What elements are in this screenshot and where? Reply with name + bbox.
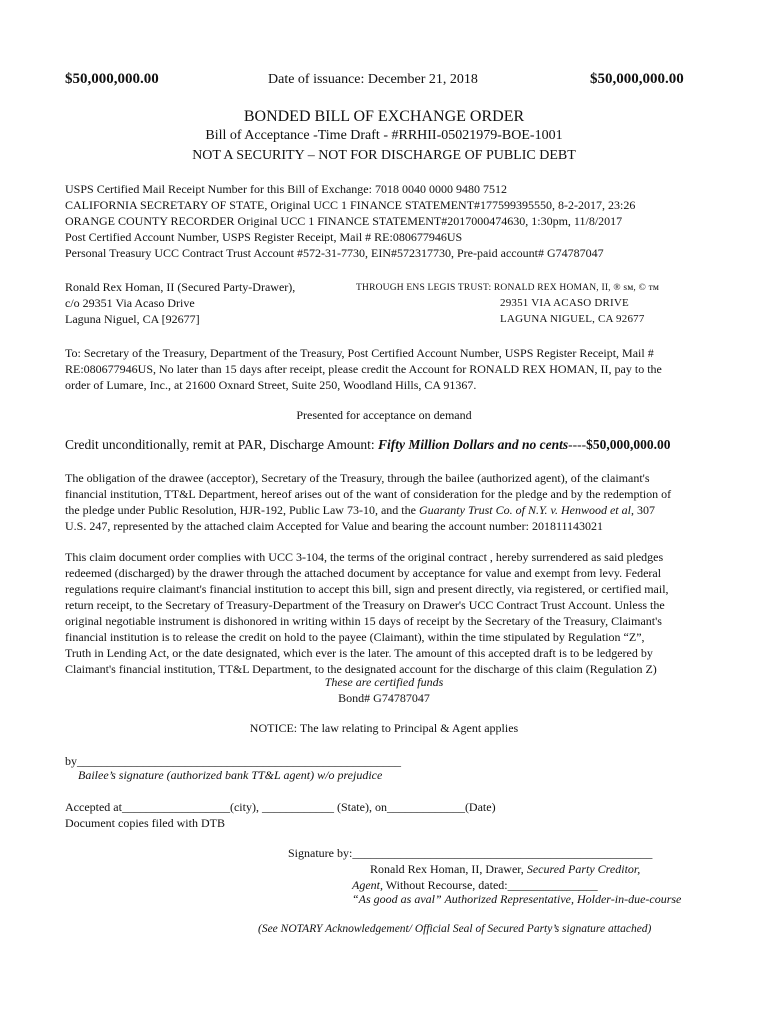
credit-line <box>65 437 671 453</box>
notice-line: NOTICE: The law relating to Principal & Agent applies <box>249 721 519 735</box>
obligation-line: The obligation of the drawee (acceptor), Secretary of the Treasury, through the bailee (authorized agent), of the claimant's <box>65 471 650 485</box>
credit-prefix: Credit unconditionally, remit at PAR, Discharge Amount: <box>65 437 378 452</box>
claim-line: return receipt, to the Secretary of Treasury-Department of the Treasury on Drawer's UCC Contract Trust Account. Unless the <box>65 598 665 612</box>
bond-number: Bond# G74787047 <box>338 691 430 705</box>
claim-line: redeemed (discharged) by the drawer through the attached document by acceptance for value and exempt from levy. Federal <box>65 566 662 580</box>
claim-line: regulations require claimant's financial institution to accept this bill, sign and present directly, via registered, or certified mail, <box>65 582 669 596</box>
credit-dashes: ---- <box>568 437 587 452</box>
record-line: Personal Treasury UCC Contract Trust Account #572-31-7730, EIN#572317730, Pre-paid account# G74787047 <box>65 246 604 260</box>
bill-subtitle: Bill of Acceptance -Time Draft - #RRHII-05021979-BOE-1001 <box>205 128 563 143</box>
case-citation: Guaranty Trust Co. of N.Y. v. Henwood et al <box>418 503 631 517</box>
claim-line: Truth in Lending Act, or the date designated, which ever is the later. The amount of this accepted draft is to be ledgered by <box>65 646 653 660</box>
obligation-line: financial institution, TT&L Department, hereof arises out of the want of consideration for the pledge and by the redemption of <box>65 487 672 501</box>
drawer-signature-name <box>370 861 640 877</box>
record-line: Post Certified Account Number, USPS Register Receipt, Mail # RE:080677946US <box>65 230 463 244</box>
drawer-name: Ronald Rex Homan, II (Secured Party-Drawer), <box>65 280 296 294</box>
bailee-caption: Bailee’s signature (authorized bank TT&L agent) w/o prejudice <box>78 768 383 782</box>
drawer-signature-line[interactable]: Signature by:__________________________________________________ <box>288 846 653 860</box>
record-line: CALIFORNIA SECRETARY OF STATE, Original UCC 1 FINANCE STATEMENT#177599395550, 8-2-2017, 23:26 <box>65 198 636 212</box>
accepted-line[interactable]: Accepted at__________________(city), ____________ (State), on_____________(Date) <box>65 800 496 814</box>
obligation-text: the pledge under Public Resolution, HJR-192, Public Law 73-10, and the <box>65 503 419 517</box>
to-paragraph-line: To: Secretary of the Treasury, Department of the Treasury, Post Certified Account Number, USPS Register Receipt, Mail # <box>65 346 654 360</box>
drawer-name-text: Ronald Rex Homan, II, Drawer, <box>370 862 527 876</box>
issuance-date: Date of issuance: December 21, 2018 <box>268 72 478 87</box>
record-line: USPS Certified Mail Receipt Number for this Bill of Exchange: 7018 0040 0000 9480 7512 <box>65 182 507 196</box>
drawer-city: Laguna Niguel, CA [92677] <box>65 312 200 326</box>
aval-line: “As good as aval” Authorized Representative, Holder-in-due-course <box>352 892 682 906</box>
amount-left: $50,000,000.00 <box>65 71 159 87</box>
notary-note: (See NOTARY Acknowledgement/ Official Seal of Secured Party’s signature attached) <box>258 923 652 935</box>
obligation-line: U.S. 247, represented by the attached claim Accepted for Value and bearing the account number: 201811143021 <box>65 519 604 533</box>
presented-line: Presented for acceptance on demand <box>296 408 472 422</box>
obligation-line <box>65 502 655 518</box>
drawer-role: Secured Party Creditor, <box>526 862 641 876</box>
credit-words: Fifty Million Dollars and no cents <box>377 437 569 452</box>
trust-address: 29351 VIA ACASO DRIVE <box>500 297 629 309</box>
credit-amount: $50,000,000.00 <box>586 437 671 452</box>
trust-name: THROUGH ENS LEGIS TRUST: RONALD REX HOMAN, II, ® sм, © тм <box>356 283 660 293</box>
document-copies-line: Document copies filed with DTB <box>65 816 225 830</box>
claim-line: financial institution is to release the credit on hold to the payee (Claimant), within the time stipulated by Regulation “Z”, <box>65 630 645 644</box>
claim-line: original negotiable instrument is dishonored in writing within 15 days of receipt by the Secretary of the Treasury, Claimant's <box>65 614 662 628</box>
recourse-dated: Without Recourse, dated:_______________ <box>383 878 598 892</box>
agent-label: Agent, <box>352 878 383 892</box>
to-paragraph-line: RE:080677946US, No later than 15 days after receipt, please credit the Account for RONALD REX HOMAN, II, pay to the <box>65 362 662 376</box>
claim-line: This claim document order complies with UCC 3-104, the terms of the original contract , hereby surrendered as said pledges <box>65 550 664 564</box>
drawer-address: c/o 29351 Via Acaso Drive <box>65 296 195 310</box>
claim-line: Claimant's financial institution, TT&L Department, to the designated account for the discharge of this claim (Regulation Z) <box>65 662 657 676</box>
amount-right: $50,000,000.00 <box>590 71 684 87</box>
bailee-signature-line[interactable]: by______________________________________________________ <box>65 754 401 768</box>
to-paragraph-line: order of Lumare, Inc., at 21600 Oxnard Street, Suite 250, Woodland Hills, CA 91367. <box>65 378 477 392</box>
obligation-text: , 307 <box>630 503 655 517</box>
certified-funds: These are certified funds <box>324 675 444 689</box>
not-security-notice: NOT A SECURITY – NOT FOR DISCHARGE OF PUBLIC DEBT <box>192 148 576 163</box>
record-line: ORANGE COUNTY RECORDER Original UCC 1 FINANCE STATEMENT#2017000474630, 1:30pm, 11/8/2017 <box>65 214 623 228</box>
document-title: BONDED BILL OF EXCHANGE ORDER <box>243 108 525 125</box>
trust-city: LAGUNA NIGUEL, CA 92677 <box>500 313 645 325</box>
